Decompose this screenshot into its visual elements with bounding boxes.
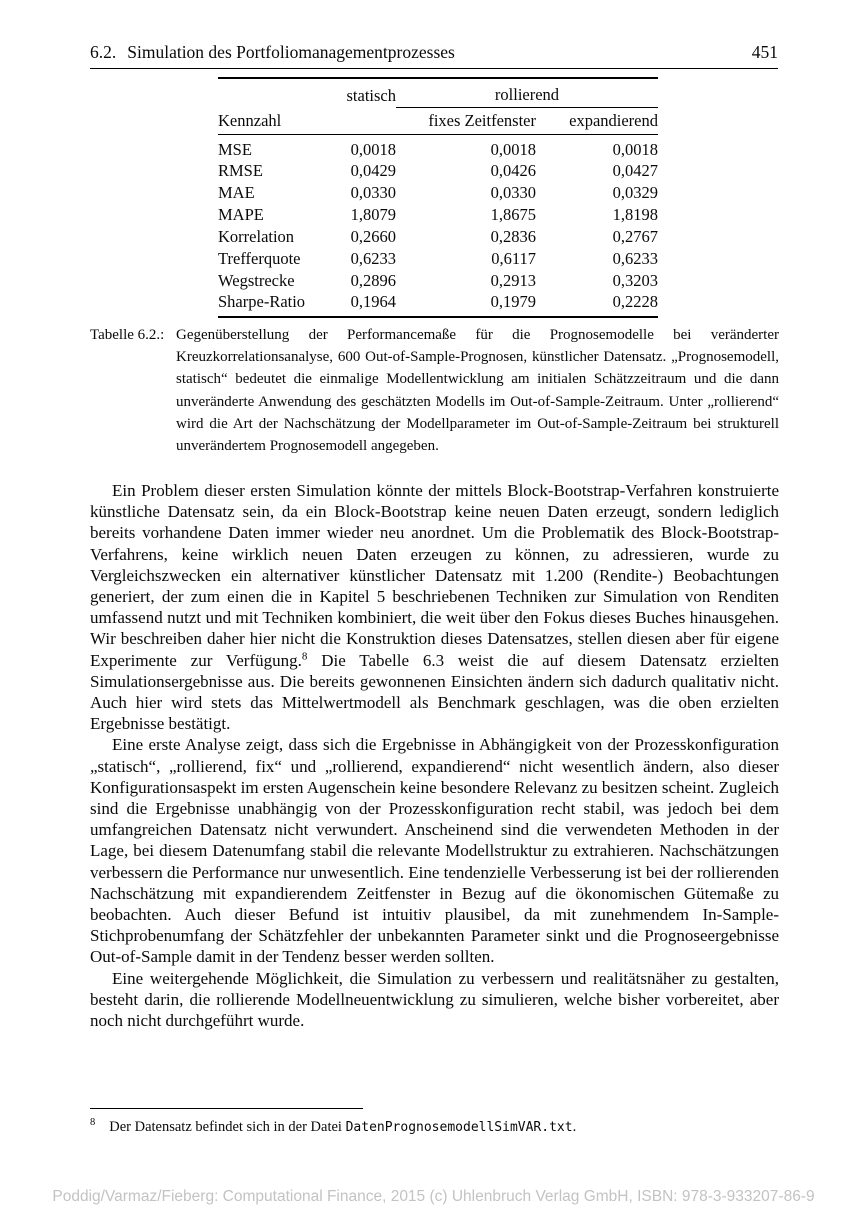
row-value: 0,0429 <box>350 161 396 180</box>
row-value: 0,0018 <box>490 140 536 159</box>
row-label: RMSE <box>218 161 263 180</box>
footnote-filename: DatenPrognosemodellSimVAR.txt <box>345 1120 573 1135</box>
row-value: 0,2660 <box>350 227 396 246</box>
table-row <box>218 204 658 226</box>
row-value: 0,1964 <box>330 292 396 317</box>
table-row <box>218 182 658 204</box>
footnote-text-end: . <box>572 1119 577 1135</box>
col-header-statisch: statisch <box>330 78 396 108</box>
row-label: MAE <box>218 183 255 202</box>
row-label: MSE <box>218 140 252 159</box>
results-table-body <box>218 135 658 318</box>
row-value: 0,3203 <box>612 271 658 290</box>
row-label: MAPE <box>218 205 264 224</box>
footnote-reference: 8 <box>301 649 308 662</box>
row-label: Sharpe-Ratio <box>218 292 330 317</box>
results-table <box>218 77 658 318</box>
row-label: Trefferquote <box>218 249 301 268</box>
row-value: 0,0018 <box>350 140 396 159</box>
paragraph-1-text: Ein Problem dieser ersten Simulation könnte der mittels Block-Bootstrap-Verfahren konstruierte künstliche Datensatz sein, da ein Block-Bootstrap keine neuen Daten erzeugt, sondern lediglich bereits vorhandene Daten immer wieder neu anordnet. Um die Problematik des Block-Bootstrap-Verfahrens, keine wirklich neuen Daten erzeugen zu können, zu adressieren, wurde zu Vergleichszwecken ein alternativer künstlicher Datensatz mit 1.200 (Rendite-) Beobachtungen generiert, der zum einen die in Kapitel 5 beschriebenen Techniken zur Simulation von Renditen umfassend nutzt und mit Techniken kombiniert, die weit über den Fokus dieses Buches hinausgehen. Wir beschreiben daher hier nicht die Konstruktion dieses Datensatzes, stellen diesen aber für eigene Experimente zur Verfügung. <box>90 481 779 670</box>
page-number: 451 <box>751 42 778 62</box>
empty-cell <box>218 78 330 108</box>
row-value: 0,6233 <box>612 249 658 268</box>
row-value: 0,2767 <box>612 227 658 246</box>
table-caption-text: Gegenüberstellung der Performancemaße für die Prognosemodelle bei veränderter Kreuzkorrelationsanalyse, 600 Out-of-Sample-Prognosen, künstlicher Datensatz. „Prognosemodell, statisch“ bedeutet die einmalige Modellentwicklung am initialen Schätzzeitraum und die dann unveränderte Anwendung des geschätzten Modells im Out-of-Sample-Zeitraum. Unter „rollierend“ wird die Art der Nachschätzung der Modellparameter im Out-of-Sample-Zeitraum bei strukturell unverändertem Prognosemodell angegeben. <box>176 327 779 455</box>
row-value: 0,0426 <box>490 161 536 180</box>
row-value: 0,2228 <box>536 292 658 317</box>
section-number: 6.2. <box>90 42 117 62</box>
table-header-row <box>218 108 658 135</box>
paragraph-1-continuation: Die Tabelle 6.3 weist die auf diesem Datensatz erzielten Simulationsergebnisse aus. Die bereits gewonnenen Einsichten ändern sich dadurch qualitativ nicht. Auch hier wird stets das Mittelwertmodell als Benchmark geschlagen, was die oben erzielten Ergebnisse bestätigt. <box>90 650 779 734</box>
row-value: 0,0330 <box>490 183 536 202</box>
table-caption-label: Tabelle 6.2.: <box>90 327 165 343</box>
table-group-header-row <box>218 78 658 108</box>
row-value: 1,8198 <box>612 205 658 224</box>
row-value: 0,0330 <box>350 183 396 202</box>
row-value: 0,2836 <box>490 227 536 246</box>
table-row <box>218 292 658 317</box>
section-heading <box>90 42 455 63</box>
col-header-fixes-zeitfenster: fixes Zeitfenster <box>396 108 536 135</box>
row-value: 1,8675 <box>490 205 536 224</box>
page-header <box>90 42 778 69</box>
row-value: 0,0018 <box>612 140 658 159</box>
table-row <box>218 160 658 182</box>
row-value: 0,1979 <box>396 292 536 317</box>
paragraph-3: Eine weitergehende Möglichkeit, die Simulation zu verbessern und realitätsnäher zu gestalten, besteht darin, die rollierende Modellneuentwicklung zu simulieren, welche bisher vorbereitet, aber noch nicht durchgeführt wurde. <box>90 968 779 1031</box>
row-value: 0,2913 <box>490 271 536 290</box>
col-group-rollierend: rollierend <box>396 78 658 108</box>
table-row <box>218 270 658 292</box>
footnote-rule <box>90 1108 363 1109</box>
footnote-marker: 8 <box>90 1117 96 1129</box>
empty-cell <box>330 108 396 135</box>
table-row <box>218 135 658 161</box>
paragraph-2: Eine erste Analyse zeigt, dass sich die Ergebnisse in Abhängigkeit von der Prozesskonfiguration „statisch“, „rollierend, fix“ und „rollierend, expandierend“ nicht wesentlich ändern, also dieser Konfigurationsaspekt im ersten Augenschein keine besondere Relevanz zu besitzen scheint. Zugleich sind die Ergebnisse unabhängig von der Prozesskonfiguration recht stabil, was jedoch bei dem umfangreichen Datensatz nicht verwundert. Anscheinend sind die verwendeten Methoden in der Lage, bei diesem Datenumfang stabil die relevante Modellstruktur zu extrahieren. Nachschätzungen verbessern die Performance nur unwesentlich. Eine tendenzielle Verbesserung ist bei der rollierenden Nachschätzung mit expandierendem Zeitfenster in Bezug auf die ökonomischen Gütemaße zu beobachten. Auch dieser Befund ist intuitiv plausibel, da mit zunehmendem In-Sample-Stichprobenumfang der Schätzfehler der unbekannten Parameter sinkt und die Prognoseergebnisse Out-of-Sample damit in der Tendenz besser werden sollten. <box>90 735 779 967</box>
row-value: 1,8079 <box>350 205 396 224</box>
footer-credit: Poddig/Varmaz/Fieberg: Computational Finance, 2015 (c) Uhlenbruch Verlag GmbH, ISBN: 978-3-933207-86-9 <box>52 1188 815 1205</box>
row-value: 0,0427 <box>612 161 658 180</box>
paragraph-1 <box>90 480 779 734</box>
row-value: 0,6233 <box>350 249 396 268</box>
row-value: 0,2896 <box>350 271 396 290</box>
col-header-expandierend: expandierend <box>536 108 658 135</box>
row-label: Wegstrecke <box>218 271 295 290</box>
footnote <box>90 1118 778 1137</box>
col-header-kennzahl: Kennzahl <box>218 108 330 135</box>
row-value: 0,6117 <box>491 249 536 268</box>
table-caption <box>90 324 779 457</box>
row-value: 0,0329 <box>612 183 658 202</box>
section-title: Simulation des Portfoliomanagementprozesses <box>127 42 455 62</box>
footnote-text: Der Datensatz befindet sich in der Datei <box>109 1119 346 1135</box>
results-table-wrap <box>218 77 658 318</box>
row-label: Korrelation <box>218 227 295 246</box>
table-row <box>218 248 658 270</box>
body-text <box>90 480 779 1031</box>
table-row <box>218 226 658 248</box>
